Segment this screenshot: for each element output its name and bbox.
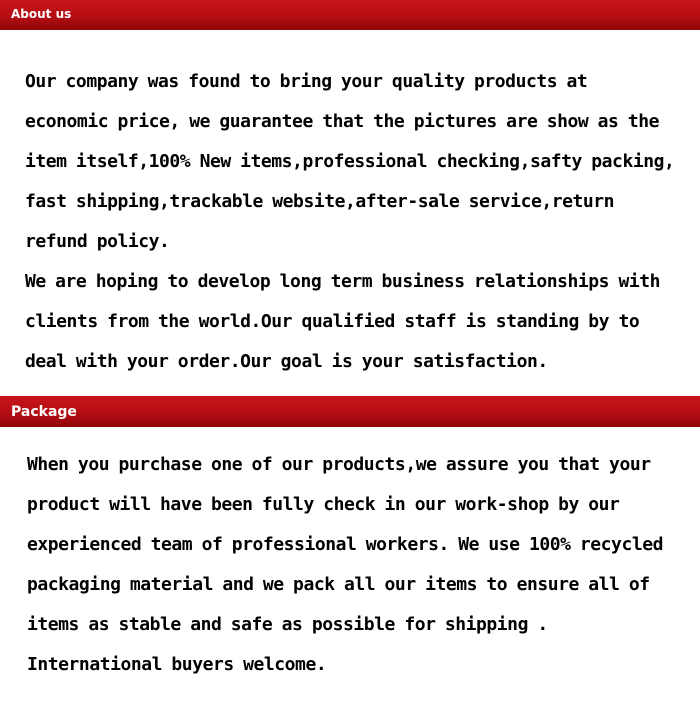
about-line: We are hoping to develop long term business relationships with xyxy=(25,271,660,292)
package-line: When you purchase one of our products,we assure you that your xyxy=(27,454,651,475)
about-us-text xyxy=(25,62,700,382)
about-line: refund policy. xyxy=(25,231,170,252)
package-line: experienced team of professional workers. We use 100% recycled xyxy=(27,534,663,555)
about-line: Our company was found to bring your quality products at xyxy=(25,71,588,92)
package-line: product will have been fully check in our work-shop by our xyxy=(27,494,620,515)
package-line: International buyers welcome. xyxy=(27,654,327,675)
about-line: clients from the world.Our qualified staff is standing by to xyxy=(25,311,640,332)
about-line: deal with your order.Our goal is your satisfaction. xyxy=(25,351,548,372)
package-text xyxy=(27,445,700,685)
package-header xyxy=(0,396,700,427)
about-line: item itself,100% New items,professional checking,safty packing, xyxy=(25,151,675,172)
about-us-header xyxy=(0,0,700,30)
about-line: fast shipping,trackable website,after-sale service,return xyxy=(25,191,615,212)
package-line: packaging material and we pack all our items to ensure all of xyxy=(27,574,650,595)
package-title: Package xyxy=(11,404,77,420)
about-line: economic price, we guarantee that the pictures are show as the xyxy=(25,111,659,132)
package-line: items as stable and safe as possible for shipping . xyxy=(27,614,548,635)
about-us-title: About us xyxy=(11,7,72,21)
